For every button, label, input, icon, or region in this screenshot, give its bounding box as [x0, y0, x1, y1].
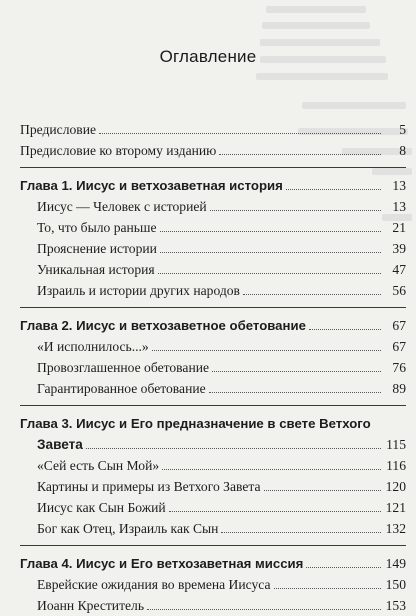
toc-section[interactable] [20, 455, 406, 476]
toc-section[interactable] [20, 476, 406, 497]
page-number: 47 [392, 262, 406, 277]
section-title: Бог как Отец, Израиль как Сын [37, 521, 219, 536]
dot-leader [210, 210, 381, 211]
page-number: 76 [392, 360, 406, 375]
dot-leader [264, 490, 382, 491]
section-title: Картины и примеры из Ветхого Завета [37, 479, 261, 494]
dot-leader [219, 154, 381, 155]
section-title: То, что было раньше [37, 220, 157, 235]
toc-section[interactable] [20, 280, 406, 301]
table-of-contents [20, 119, 406, 616]
section-title: Провозглашенное обетование [37, 360, 210, 375]
section-divider [20, 307, 406, 308]
chapter-title-line-2: Завета [37, 437, 83, 452]
section-title: Прояснение истории [37, 241, 157, 256]
dot-leader [243, 294, 381, 295]
page-number: 39 [392, 241, 406, 256]
dot-leader [286, 189, 381, 190]
section-divider [20, 405, 406, 406]
page-number: 5 [399, 122, 406, 137]
page-number: 153 [385, 598, 406, 613]
section-title: Еврейские ожидания во времена Иисуса [37, 577, 271, 592]
section-title: Иисус как Сын Божий [37, 500, 166, 515]
page-number: 21 [392, 220, 406, 235]
section-title: Иоанн Креститель [37, 598, 145, 613]
page-number: 115 [386, 437, 406, 452]
toc-chapter-2[interactable] [20, 315, 406, 336]
toc-section[interactable] [20, 574, 406, 595]
section-title: «Сей есть Сын Мой» [37, 458, 160, 473]
toc-section[interactable] [20, 595, 406, 616]
chapter-title: Глава 2. Иисус и ветхозаветное обетование [20, 318, 306, 333]
page-number: 116 [386, 458, 406, 473]
page-number: 8 [399, 143, 406, 158]
page-number: 67 [392, 339, 406, 354]
section-title: Иисус — Человек с историей [37, 199, 207, 214]
section-title: Израиль и истории других народов [37, 283, 240, 298]
page-title: Оглавление [159, 47, 257, 66]
toc-entry-preface[interactable] [20, 119, 406, 140]
page-number: 149 [385, 556, 406, 571]
dot-leader [209, 392, 381, 393]
dot-leader [306, 567, 381, 568]
dot-leader [160, 231, 381, 232]
toc-chapter-4[interactable] [20, 553, 406, 574]
toc-section[interactable] [20, 238, 406, 259]
toc-section[interactable] [20, 357, 406, 378]
dot-leader [147, 609, 381, 610]
toc-section[interactable] [20, 196, 406, 217]
dot-leader [169, 511, 381, 512]
dot-leader [99, 133, 381, 134]
section-title: Гарантированное обетование [37, 381, 206, 396]
chapter-title: Глава 1. Иисус и ветхозаветная история [20, 178, 283, 193]
dot-leader [160, 252, 381, 253]
dot-leader [162, 469, 381, 470]
toc-section[interactable] [20, 217, 406, 238]
page-number: 150 [385, 577, 406, 592]
toc-section[interactable] [20, 518, 406, 539]
dot-leader [309, 329, 381, 330]
toc-entry-preface-second-edition[interactable] [20, 140, 406, 161]
toc-section[interactable] [20, 336, 406, 357]
toc-section[interactable] [20, 259, 406, 280]
page-number: 13 [392, 178, 406, 193]
page-number: 13 [392, 199, 406, 214]
dot-leader [212, 371, 381, 372]
dot-leader [86, 448, 381, 449]
section-divider [20, 545, 406, 546]
entry-title: Предисловие [20, 122, 97, 137]
toc-chapter-1[interactable] [20, 175, 406, 196]
dot-leader [274, 588, 381, 589]
page-number: 67 [392, 318, 406, 333]
section-title: Уникальная история [37, 262, 155, 277]
page-number: 89 [392, 381, 406, 396]
page-number: 120 [385, 479, 406, 494]
dot-leader [221, 532, 381, 533]
toc-section[interactable] [20, 378, 406, 399]
page-number: 56 [392, 283, 406, 298]
page-number: 132 [385, 521, 406, 536]
dot-leader [158, 273, 381, 274]
chapter-title-line-2-row [20, 434, 406, 455]
entry-title: Предисловие ко второму изданию [20, 143, 217, 158]
section-title: «И исполнилось...» [37, 339, 149, 354]
toc-section[interactable] [20, 497, 406, 518]
section-divider [20, 167, 406, 168]
chapter-title: Глава 4. Иисус и Его ветхозаветная миссия [20, 556, 304, 571]
toc-chapter-3[interactable] [20, 413, 406, 455]
page-number: 121 [385, 500, 406, 515]
dot-leader [152, 350, 381, 351]
chapter-title-line-1: Глава 3. Иисус и Его предназначение в свете Ветхого [20, 416, 371, 431]
